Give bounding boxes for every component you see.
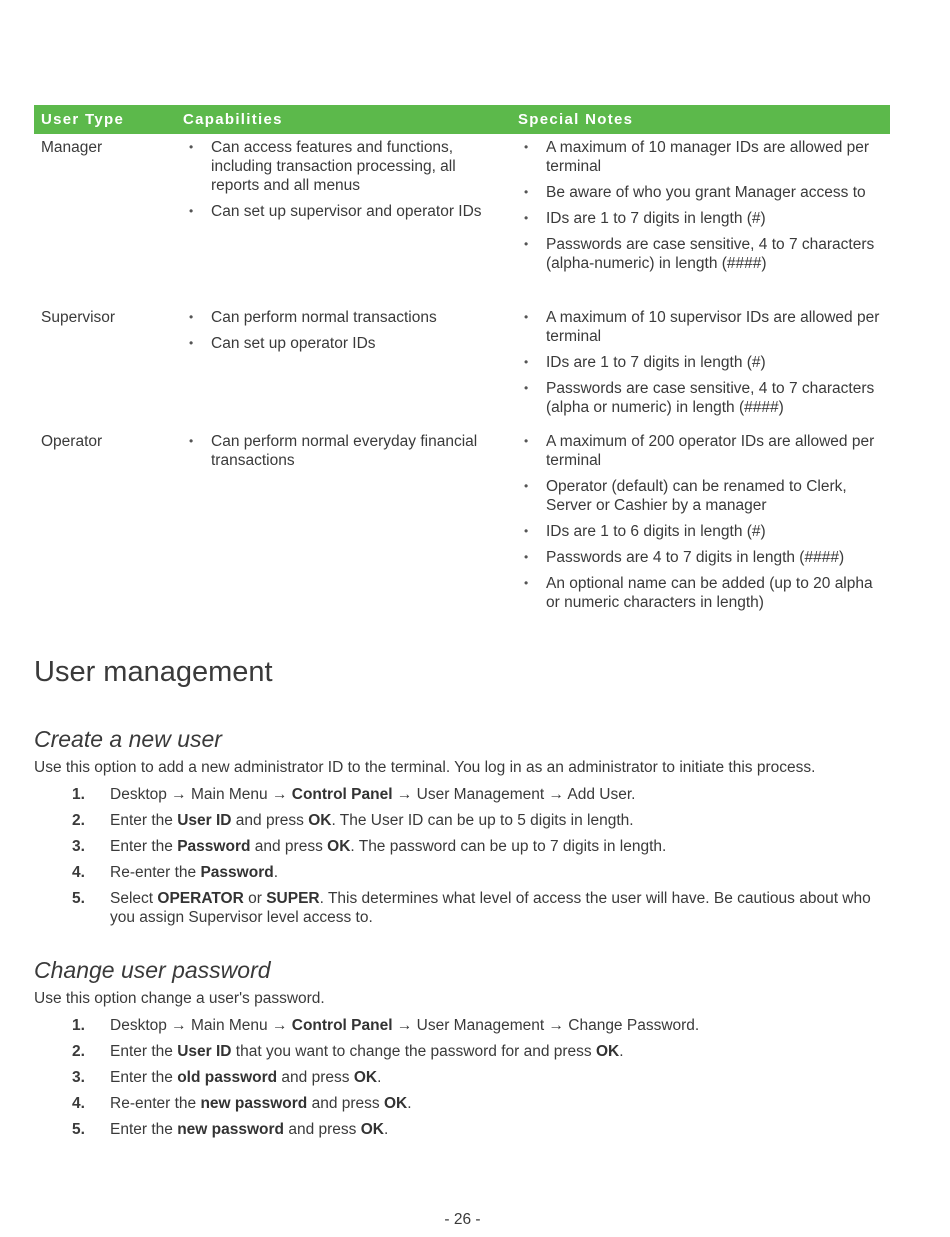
- step-emphasis: Password: [200, 864, 274, 881]
- list-item: • Be aware of who you grant Manager access to: [518, 183, 882, 202]
- table-header-row: [34, 105, 890, 134]
- notes-cell: [511, 134, 890, 304]
- list-item: • Passwords are case sensitive, 4 to 7 characters (alpha-numeric) in length (####): [518, 235, 882, 273]
- list-item: • Can perform normal transactions: [183, 308, 503, 327]
- step-emphasis: OK: [383, 1095, 408, 1112]
- step-item: [34, 1068, 874, 1087]
- step-item: [34, 785, 874, 804]
- page-number: - 26 -: [444, 1211, 481, 1228]
- notes-list: [518, 432, 882, 612]
- table-row: [34, 428, 890, 622]
- step-text: . This determines what level of access the user will have. Be cautious about who you assign Supervisor level access to.: [110, 890, 871, 926]
- create-user-intro: Use this option to add a new administrator ID to the terminal. You log in as an administrator to initiate this process.: [34, 759, 816, 776]
- list-item: • A maximum of 10 manager IDs are allowed per terminal: [518, 138, 882, 176]
- step-text: Re-enter the: [110, 864, 201, 881]
- user-types-table: [34, 105, 890, 622]
- change-password-intro: Use this option change a user's password.: [34, 990, 325, 1007]
- capabilities-cell: [176, 304, 511, 428]
- notes-list: [518, 308, 882, 417]
- step-emphasis: Control Panel: [291, 1017, 393, 1034]
- step-emphasis: new password: [200, 1095, 308, 1112]
- step-text: and press: [277, 1069, 354, 1086]
- step-emphasis: OK: [595, 1043, 620, 1060]
- step-text: . The password can be up to 7 digits in length.: [350, 838, 667, 855]
- user-type-cell: Manager: [41, 139, 103, 156]
- step-number: 3.: [72, 838, 85, 855]
- step-number: 4.: [72, 1095, 85, 1112]
- capabilities-list: [183, 138, 503, 221]
- step-emphasis: new password: [177, 1121, 285, 1138]
- list-item: • IDs are 1 to 7 digits in length (#): [518, 353, 882, 372]
- capabilities-list: [183, 308, 503, 353]
- step-text: .: [619, 1043, 624, 1060]
- create-user-heading: Create a new user: [34, 726, 222, 752]
- step-text: Select: [110, 890, 158, 907]
- step-text: and press: [231, 812, 309, 829]
- step-text: .: [273, 864, 279, 881]
- user-type-cell: Supervisor: [41, 309, 116, 326]
- step-number: 2.: [72, 1043, 85, 1060]
- step-emphasis: Control Panel: [291, 786, 393, 803]
- step-text: .: [377, 1069, 382, 1086]
- notes-list: [518, 138, 882, 273]
- header-capabilities: Capabilities: [176, 105, 511, 134]
- user-types-table-wrapper: [34, 105, 890, 622]
- step-text: or: [243, 890, 267, 907]
- user-type-cell: Operator: [41, 433, 103, 450]
- step-emphasis: User ID: [177, 812, 232, 829]
- step-text: Enter the: [110, 1069, 178, 1086]
- change-password-steps: [34, 1016, 874, 1146]
- step-text: Enter the: [110, 812, 178, 829]
- step-number: 3.: [72, 1069, 85, 1086]
- step-number: 1.: [72, 786, 85, 803]
- step-emphasis: OK: [327, 838, 351, 855]
- step-text: and press: [284, 1121, 361, 1138]
- step-text: and press: [250, 838, 328, 855]
- step-text: .: [383, 1121, 389, 1138]
- step-text: Enter the: [110, 1121, 178, 1138]
- step-item: [34, 889, 874, 927]
- step-number: 5.: [72, 1121, 85, 1138]
- notes-cell: [511, 304, 890, 428]
- table-body: [34, 134, 890, 622]
- step-text: Re-enter the: [110, 1095, 201, 1112]
- step-number: 2.: [72, 812, 85, 829]
- capabilities-cell: [176, 428, 511, 622]
- header-special-notes: Special Notes: [511, 105, 890, 134]
- list-item: • An optional name can be added (up to 20 alpha or numeric characters in length): [518, 574, 882, 612]
- step-number: 4.: [72, 864, 85, 881]
- list-item: • A maximum of 10 supervisor IDs are allowed per terminal: [518, 308, 882, 346]
- step-text: . The User ID can be up to 5 digits in length.: [331, 812, 634, 829]
- step-text: .: [407, 1095, 412, 1112]
- step-emphasis: old password: [177, 1069, 278, 1086]
- list-item: • Can access features and functions, including transaction processing, all reports and all menus: [183, 138, 503, 195]
- step-emphasis: OK: [353, 1069, 378, 1086]
- list-item: • Can set up operator IDs: [183, 334, 503, 353]
- step-item: [34, 837, 874, 856]
- list-item: • Passwords are case sensitive, 4 to 7 characters (alpha or numeric) in length (####): [518, 379, 882, 417]
- header-user-type: User Type: [34, 105, 176, 134]
- step-item: [34, 1016, 874, 1035]
- step-emphasis: User ID: [177, 1043, 232, 1060]
- change-password-heading: Change user password: [34, 957, 271, 983]
- notes-cell: [511, 428, 890, 622]
- table-row: [34, 134, 890, 304]
- step-item: [34, 1094, 874, 1113]
- step-item: [34, 863, 874, 882]
- step-text: → User Management → Add User.: [392, 786, 636, 803]
- step-text: and press: [307, 1095, 384, 1112]
- capabilities-list: [183, 432, 503, 470]
- step-text: → User Management → Change Password.: [392, 1017, 700, 1034]
- step-text: Enter the: [110, 1043, 178, 1060]
- step-emphasis: OK: [360, 1121, 384, 1138]
- step-item: [34, 811, 874, 830]
- step-number: 5.: [72, 890, 85, 907]
- step-text: Desktop → Main Menu →: [110, 786, 292, 803]
- list-item: • Can set up supervisor and operator IDs: [183, 202, 503, 221]
- list-item: • Passwords are 4 to 7 digits in length (####): [518, 548, 882, 567]
- table-row: [34, 304, 890, 428]
- step-text: that you want to change the password for and press: [231, 1043, 596, 1060]
- step-emphasis: Password: [177, 838, 251, 855]
- list-item: • Can perform normal everyday financial transactions: [183, 432, 503, 470]
- step-text: Enter the: [110, 838, 178, 855]
- list-item: • IDs are 1 to 6 digits in length (#): [518, 522, 882, 541]
- step-text: Desktop → Main Menu →: [110, 1017, 292, 1034]
- list-item: • A maximum of 200 operator IDs are allowed per terminal: [518, 432, 882, 470]
- capabilities-cell: [176, 134, 511, 304]
- step-item: [34, 1120, 874, 1139]
- list-item: • Operator (default) can be renamed to Clerk, Server or Cashier by a manager: [518, 477, 882, 515]
- step-emphasis: SUPER: [266, 890, 320, 907]
- step-emphasis: OPERATOR: [157, 890, 244, 907]
- section-title: User management: [34, 656, 273, 688]
- step-item: [34, 1042, 874, 1061]
- step-number: 1.: [72, 1017, 85, 1034]
- create-user-steps: [34, 785, 874, 934]
- step-emphasis: OK: [308, 812, 332, 829]
- list-item: • IDs are 1 to 7 digits in length (#): [518, 209, 882, 228]
